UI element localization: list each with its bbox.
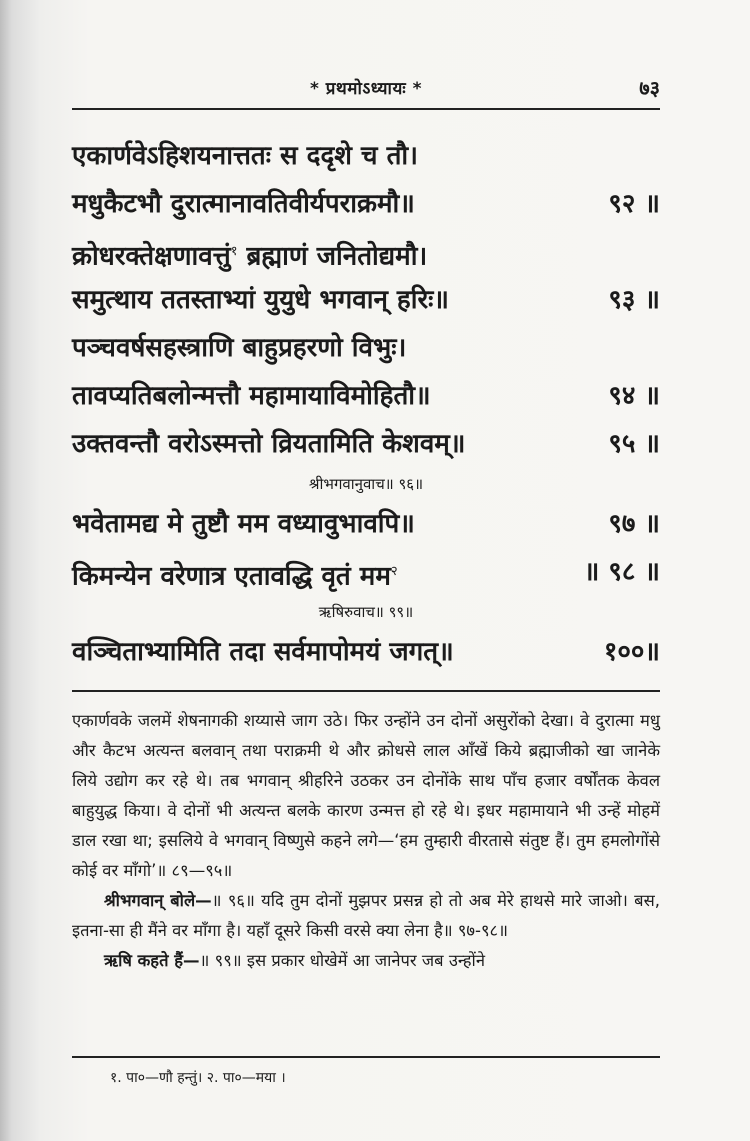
verse-number: ९७ ॥ [608,509,660,539]
translation-paragraph: श्रीभगवान् बोले—॥ ९६॥ यदि तुम दोनों मुझपर प्रसन्न हो तो अब मेरे हाथसे मारे जाओ। बस, इतना-सा ही मैंने वर माँगा है। यहाँ दूसरे किसी वरसे क्या लेना है॥ ९७-९८॥ [72,891,660,940]
translation-text [72,706,660,976]
speaker-heading: श्रीभगवान् बोले— [104,891,212,910]
footnote: १. पा०—णौ हन्तुं। २. पा०—मया । [110,1070,286,1086]
page-header [72,76,660,102]
verse-block [72,132,660,676]
speaker-label: ऋषिरुवाच॥ ९९॥ [318,603,414,621]
chapter-title: * प्रथमोऽध्यायः * [309,79,423,99]
footnote-marker: २ [390,564,398,579]
verse-line: भवेतामद्य मे तुष्टौ मम वध्यावुभावपि॥ ९७ ॥ [72,500,660,548]
translation-paragraph: ऋषि कहते हैं—॥ ९९॥ इस प्रकार धोखेमें आ जानेपर जब उन्होंने [104,951,485,970]
verse-line: उक्तवन्तौ वरोऽस्मत्तो व्रियतामिति केशवम्॥ ९५ ॥ [72,420,660,468]
verse-line: वञ्चिताभ्यामिति तदा सर्वमापोमयं जगत्॥ १००॥ [72,628,660,676]
footnote-rule [72,1056,660,1058]
footnote-marker: १ [230,244,238,259]
verse-number: ९३ ॥ [608,285,660,315]
verse-number: ९५ ॥ [608,429,660,459]
verse-line: किमन्येन वरेणात्र एतावद्धि वृतं मम$^२$ ॥ ९८ ॥ [72,548,660,596]
section-rule [72,690,660,692]
verse-line: पञ्चवर्षसहस्त्राणि बाहुप्रहरणो विभुः। [72,333,407,363]
verse-number: ॥ ९८ ॥ [583,557,660,587]
translation-paragraph: एकार्णवके जलमें शेषनागकी शय्यासे जाग उठे। फिर उन्होंने उन दोनों असुरोंको देखा। वे दुरात्मा मधु और कैटभ अत्यन्त बलवान् तथा पराक्रमी थे और क्रोधसे लाल आँखें किये ब्रह्माजीको खा जानेके लिये उद्योग कर रहे थे। तब भगवान् श्रीहरिने उठकर उन दोनोंके साथ पाँच हजार वर्षोंतक केवल बाहुयुद्ध किया। वे दोनों भी अत्यन्त बलके कारण उन्मत्त हो रहे थे। इधर महामायाने भी उन्हें मोहमें डाल रखा था; इसलिये वे भगवान् विष्णुसे कहने लगे—‘हम तुम्हारी वीरतासे संतुष्ट हैं। तुम हमलोगोंसे कोई वर माँगो’॥ ८९—९५॥ [72,711,660,880]
verse-line: एकार्णवेऽहिशयनात्ततः स ददृशे च तौ। [72,141,418,171]
header-rule [72,108,660,110]
verse-number: १००॥ [603,637,660,667]
verse-number: ९४ ॥ [608,381,660,411]
speaker-heading: ऋषि कहते हैं— [104,951,200,970]
page-number: ७३ [639,76,660,100]
verse-line: तावप्यतिबलोन्मत्तौ महामायाविमोहितौ॥ ९४ ॥ [72,372,660,420]
verse-line: क्रोधरक्तेक्षणावत्तुं$^१$ ब्रह्माणं जनितोद्यमौ। [72,241,428,272]
verse-line: मधुकैटभौ दुरात्मानावतिवीर्यपराक्रमौ॥ ९२ ॥ [72,180,660,228]
speaker-label: श्रीभगवानुवाच॥ ९६॥ [308,475,424,493]
verse-line: समुत्थाय ततस्ताभ्यां युयुधे भगवान् हरिः॥ ९३ ॥ [72,276,660,324]
verse-number: ९२ ॥ [608,189,660,219]
